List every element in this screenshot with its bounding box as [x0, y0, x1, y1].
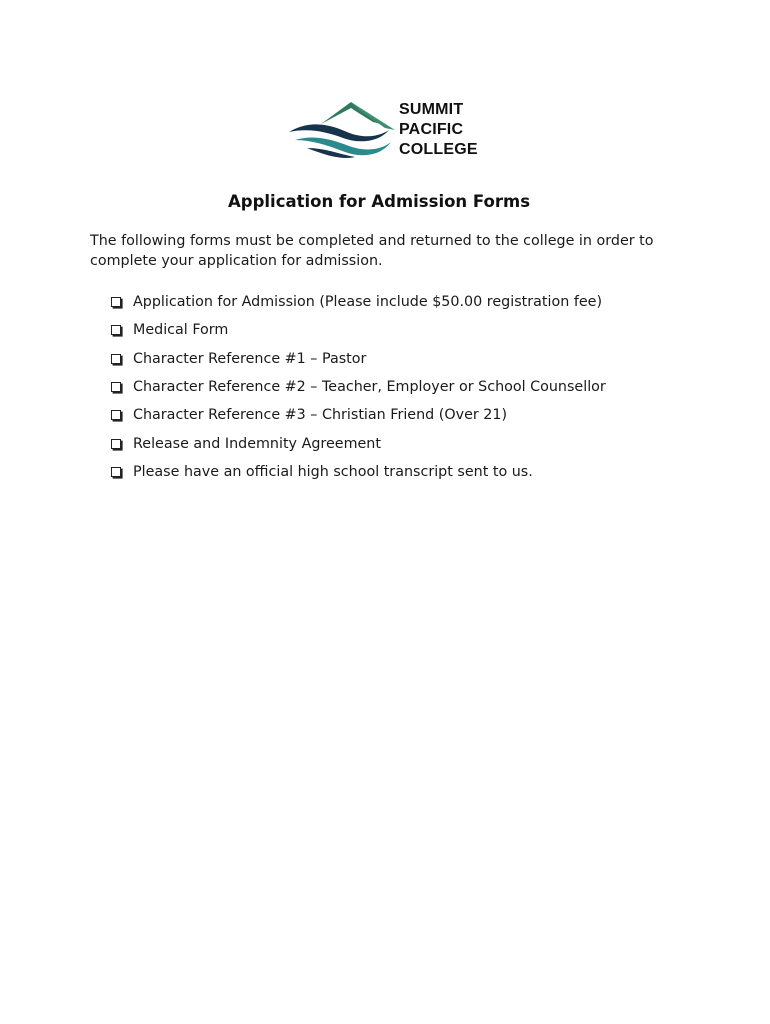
checkbox-icon: [111, 410, 121, 420]
checklist-item: [111, 429, 606, 457]
checklist-item-label: Medical Form: [133, 322, 229, 339]
checklist-item: [111, 345, 606, 373]
checklist-item-label: Release and Indemnity Agreement: [133, 435, 381, 452]
wordmark-line: SUMMIT: [399, 101, 464, 118]
checklist-item: [111, 288, 606, 316]
college-wordmark: [399, 100, 478, 160]
checklist-item-label: Character Reference #2 – Teacher, Employer or School Counsellor: [133, 379, 606, 396]
document-title: Application for Admission Forms: [227, 192, 531, 211]
checklist-item-label: Please have an official high school transcript sent to us.: [133, 463, 533, 480]
wordmark-line: PACIFIC: [399, 121, 464, 138]
checklist-item-label: Character Reference #3 – Christian Friend (Over 21): [133, 407, 508, 424]
checklist-item-label: Application for Admission (Please include $50.00 registration fee): [133, 294, 603, 311]
checkbox-icon: [111, 354, 121, 364]
intro-paragraph: The following forms must be completed and returned to the college in order to complete your application for admission.: [90, 233, 654, 269]
college-logo: [285, 98, 495, 162]
checklist-item: [111, 316, 606, 344]
wordmark-line: COLLEGE: [399, 141, 478, 158]
mountain-wave-logo-icon: [285, 98, 403, 160]
checkbox-icon: [111, 467, 121, 477]
forms-checklist: [111, 288, 606, 486]
checklist-item: [111, 458, 606, 486]
checklist-item-label: Character Reference #1 – Pastor: [133, 350, 367, 367]
checkbox-icon: [111, 297, 121, 307]
checkbox-icon: [111, 382, 121, 392]
checkbox-icon: [111, 439, 121, 449]
checkbox-icon: [111, 325, 121, 335]
checklist-item: [111, 401, 606, 429]
checklist-item: [111, 373, 606, 401]
